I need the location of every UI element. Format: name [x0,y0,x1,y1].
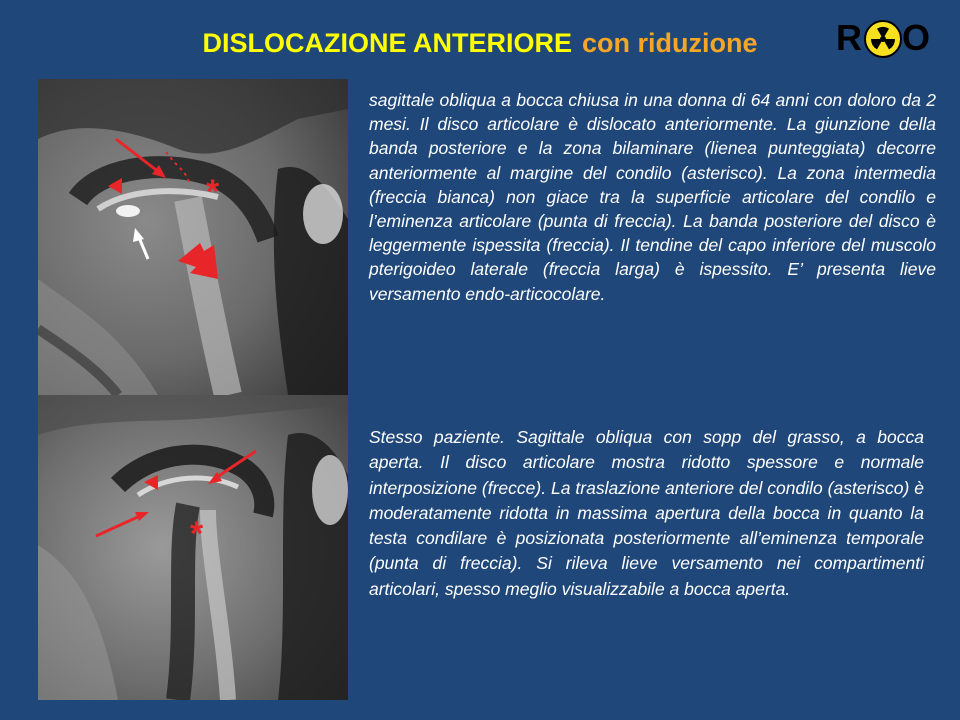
radiation-hazard-icon [864,20,902,58]
asterisk-annotation: * [206,173,220,211]
slide-title [0,28,960,59]
logo [834,18,934,60]
logo-letter-o: O [902,17,931,58]
mri-closed-mouth-svg [38,79,348,395]
description-closed-mouth: sagittale obliqua a bocca chiusa in una donna di 64 anni con doloro da 2 mesi. Il disco articolare è dislocato anteriormente. La giunzione della banda posteriore e la zona bilaminare (lienea punteggiata) decorre anteriormente al margine del condilo (asterisco). La zona intermedia (freccia bianca) non giace tra la superficie articolare del condilo e l’eminenza articolare (punta di freccia). La banda posteriore del disco è leggermente ispessita (freccia). Il tendine del capo inferiore del muscolo pterigoideo laterale (freccia larga) è ispessito. E’ presenta lieve versamento endo-articocolare. [369,90,936,304]
mri-image-open-mouth [38,395,348,700]
description-open-mouth: Stesso paziente. Sagittale obliqua con sopp del grasso, a bocca aperta. Il disco articolare mostra ridotto spessore e normale interposizione (frecce). La traslazione anteriore del condilo (asterisco) è moderatamente ridotta in massima apertura della bocca in quanto la testa condilare è posizionata posteriormente all’eminenza temporale (punta di freccia). Si rileva lieve versamento nei compartimenti articolari, spesso meglio visualizzabile a bocca aperta. [369,427,924,599]
logo-letter-r: R [836,17,862,58]
title-subtitle: con riduzione [582,28,758,58]
mri-image-closed-mouth [38,79,348,395]
title-main: DISLOCAZIONE ANTERIORE [202,28,572,58]
asterisk-annotation: * [190,515,204,553]
mri-open-mouth-svg [38,395,348,700]
bright-spot [116,205,140,217]
